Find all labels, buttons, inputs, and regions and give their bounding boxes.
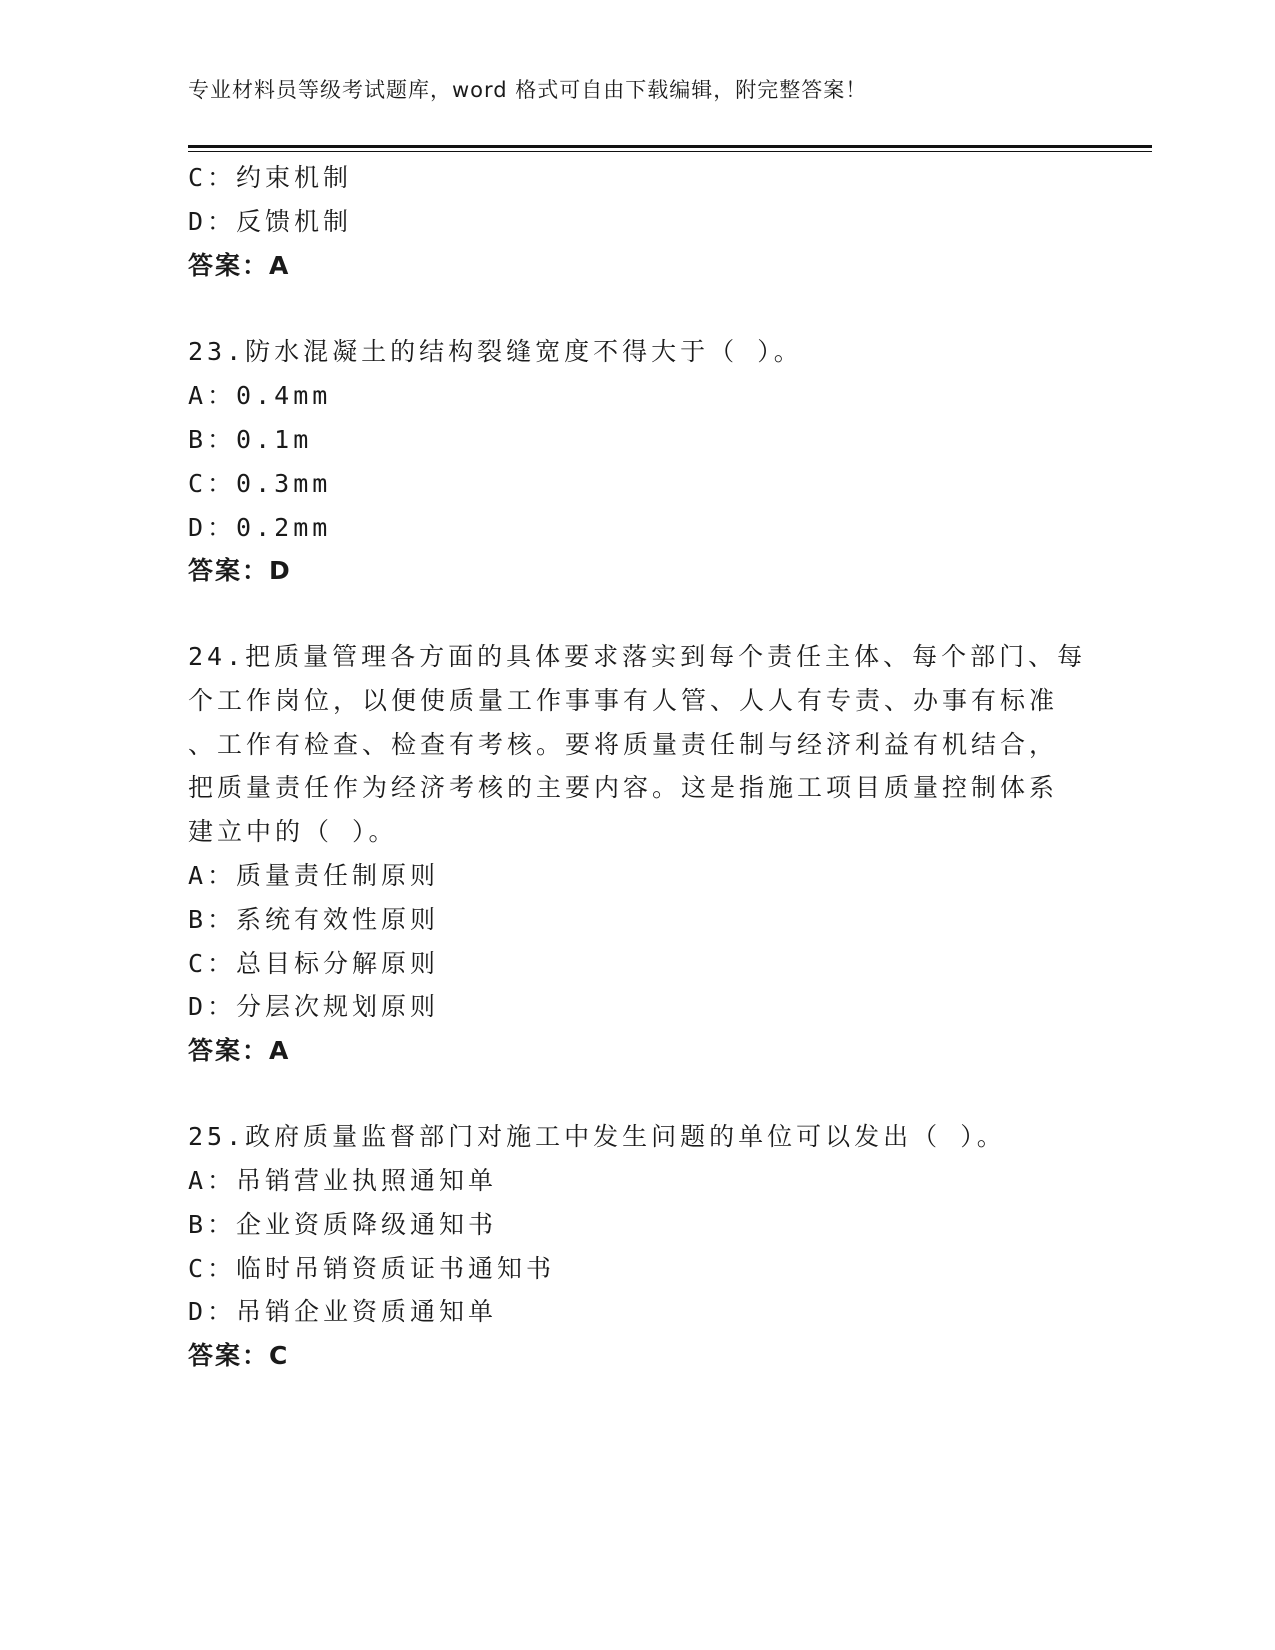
q25-option-c: C：临时吊销资质证书通知书: [188, 1254, 556, 1283]
header-rule-thin: [188, 151, 1152, 152]
q25-stem: 25.政府质量监督部门对施工中发生问题的单位可以发出（ ）。: [188, 1122, 1006, 1151]
q24-option-b: B：系统有效性原则: [188, 905, 440, 934]
q25-option-d: D：吊销企业资质通知单: [188, 1297, 498, 1326]
q23-stem: 23.防水混凝土的结构裂缝宽度不得大于（ ）。: [188, 337, 803, 366]
q25-option-a: A：吊销营业执照通知单: [188, 1166, 498, 1195]
q24-option-c: C：总目标分解原则: [188, 949, 440, 978]
q24-answer: 答案：A: [188, 1036, 291, 1065]
q22-option-d: D：反馈机制: [188, 207, 353, 236]
q24-option-d: D：分层次规划原则: [188, 992, 440, 1021]
page-header: 专业材料员等级考试题库，word 格式可自由下载编辑，附完整答案！: [188, 78, 868, 102]
q24-option-a: A：质量责任制原则: [188, 861, 440, 890]
q24-stem-line-2: 个工作岗位，以便使质量工作事事有人管、人人有专责、办事有标准: [188, 686, 1059, 715]
q24-stem-line-4: 把质量责任作为经济考核的主要内容。这是指施工项目质量控制体系: [188, 773, 1059, 802]
header-rule-thick: [188, 145, 1152, 148]
q25-option-b: B：企业资质降级通知书: [188, 1210, 498, 1239]
q24-stem-line-5: 建立中的（ ）。: [188, 817, 398, 846]
q23-option-a: A：0.4mm: [188, 381, 332, 410]
q23-option-b: B：0.1m: [188, 425, 313, 454]
q25-answer: 答案：C: [188, 1341, 290, 1370]
q23-option-c: C：0.3mm: [188, 469, 332, 498]
q22-option-c: C：约束机制: [188, 163, 353, 192]
q24-stem-line-3: 、工作有检查、检查有考核。要将质量责任制与经济利益有机结合，: [188, 730, 1059, 759]
q24-stem-line-1: 24.把质量管理各方面的具体要求落实到每个责任主体、每个部门、每: [188, 642, 1087, 671]
q23-answer: 答案：D: [188, 556, 292, 585]
q23-option-d: D：0.2mm: [188, 513, 332, 542]
q22-answer: 答案：A: [188, 251, 291, 280]
